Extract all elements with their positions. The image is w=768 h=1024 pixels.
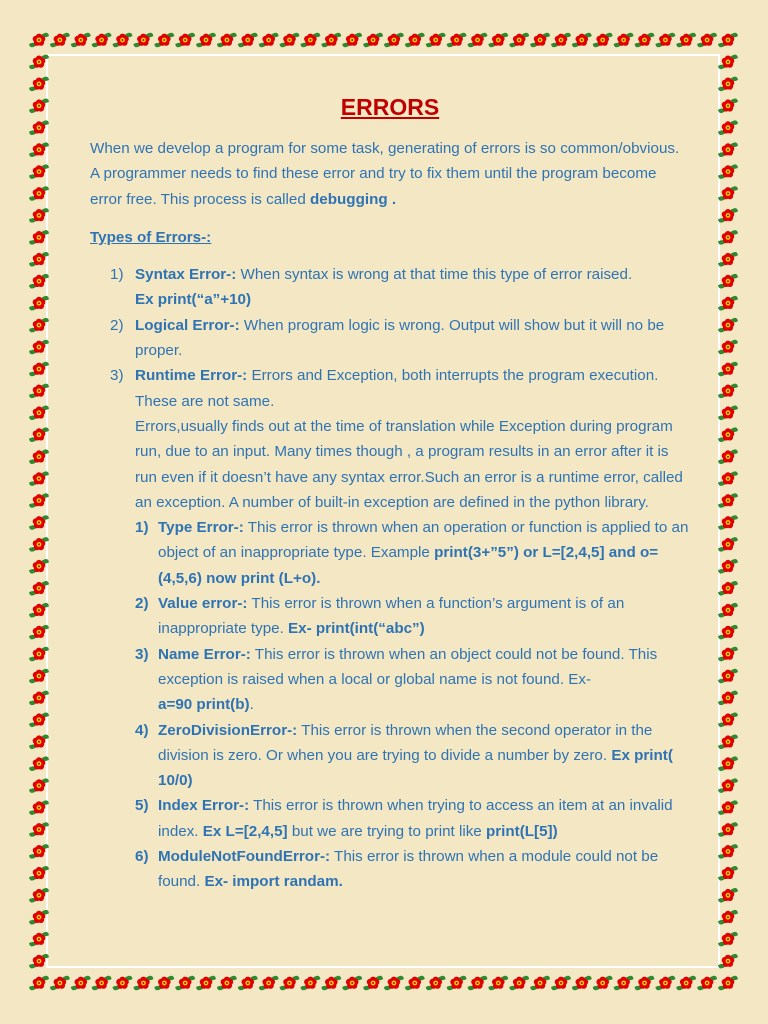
red-flower-icon	[71, 33, 91, 48]
red-flower-icon	[718, 318, 738, 333]
item-text: When syntax is wrong at that time this type of error raised.	[236, 266, 633, 284]
red-flower-icon	[196, 976, 216, 991]
item-example: Ex- print(int(“abc”)	[288, 620, 425, 638]
item-example: Ex print(“a”+10)	[135, 291, 252, 309]
red-flower-icon	[217, 33, 237, 48]
red-flower-icon	[718, 120, 738, 135]
red-flower-icon	[363, 976, 383, 991]
red-flower-icon	[718, 493, 738, 508]
red-flower-icon	[718, 164, 738, 179]
red-flower-icon	[697, 33, 717, 48]
red-flower-icon	[614, 976, 634, 991]
red-flower-icon	[488, 976, 508, 991]
item-text: This error is thrown when trying to access an item at an invalid index.	[158, 797, 673, 840]
item-number: 3)	[110, 367, 124, 385]
red-flower-icon	[718, 844, 738, 859]
red-flower-icon	[718, 691, 738, 706]
item-label: Type Error-:	[158, 519, 244, 537]
item-number: 3)	[135, 645, 149, 663]
item-label: Runtime Error-:	[135, 367, 248, 385]
item-example: Ex print( 10/0)	[158, 746, 673, 790]
red-flower-icon	[342, 976, 362, 991]
red-flower-icon	[468, 33, 488, 48]
red-flower-icon	[718, 230, 738, 245]
red-flower-icon	[718, 932, 738, 947]
red-flower-icon	[718, 406, 738, 421]
list-item-index-error	[135, 793, 690, 844]
item-label: Value error-:	[158, 595, 248, 613]
list-item-type-error	[135, 515, 690, 591]
red-flower-icon	[718, 55, 738, 70]
red-flower-icon	[154, 33, 174, 48]
red-flower-icon	[196, 33, 216, 48]
red-flower-icon	[29, 33, 49, 48]
red-flower-icon	[718, 384, 738, 399]
red-flower-icon	[363, 33, 383, 48]
red-flower-icon	[718, 756, 738, 771]
intro-text: When we develop a program for some task, generating of errors is so common/obvious. A programmer needs to find these error and try to fix them until the program become error free. This process is called	[90, 140, 680, 208]
red-flower-icon	[718, 910, 738, 925]
item-text: Errors and Exception, both interrupts the program execution. These are not same.	[135, 367, 659, 410]
red-flower-icon	[572, 33, 592, 48]
red-flower-icon	[718, 976, 738, 991]
list-item-logical-error	[90, 313, 690, 364]
red-flower-icon	[718, 77, 738, 92]
item-example: a=90 print(b)	[158, 696, 250, 714]
red-flower-icon	[280, 976, 300, 991]
red-flower-icon	[718, 186, 738, 201]
intro-paragraph	[90, 136, 690, 212]
red-flower-icon	[238, 976, 258, 991]
red-flower-icon	[718, 537, 738, 552]
red-flower-icon	[447, 33, 467, 48]
red-flower-icon	[718, 274, 738, 289]
red-flower-icon	[635, 33, 655, 48]
item-text: This error is thrown when an operation or function is applied to an object of an inappropriate type. Example	[158, 519, 689, 562]
red-flower-icon	[405, 976, 425, 991]
red-flower-icon	[530, 976, 550, 991]
red-flower-icon	[321, 33, 341, 48]
red-flower-icon	[133, 33, 153, 48]
item-example: print(L[5])	[485, 822, 558, 840]
red-flower-icon	[697, 976, 717, 991]
red-flower-icon	[300, 976, 320, 991]
red-flower-icon	[29, 976, 49, 991]
red-flower-icon	[718, 800, 738, 815]
red-flower-icon	[259, 976, 279, 991]
red-flower-icon	[447, 976, 467, 991]
item-label: ZeroDivisionError-:	[158, 721, 298, 739]
red-flower-icon	[718, 208, 738, 223]
red-flower-icon	[259, 33, 279, 48]
red-flower-icon	[718, 252, 738, 267]
red-flower-icon	[635, 976, 655, 991]
red-flower-icon	[718, 954, 738, 969]
item-label: Syntax Error-:	[135, 266, 237, 284]
red-flower-icon	[614, 33, 634, 48]
red-flower-icon	[572, 976, 592, 991]
red-flower-icon	[718, 866, 738, 881]
red-flower-icon	[321, 976, 341, 991]
list-item-runtime-error	[90, 363, 690, 894]
red-flower-icon	[718, 362, 738, 377]
red-flower-icon	[718, 647, 738, 662]
red-flower-icon	[718, 888, 738, 903]
red-flower-icon	[92, 976, 112, 991]
red-flower-icon	[718, 822, 738, 837]
page-title: ERRORS	[340, 94, 440, 120]
red-flower-icon	[530, 33, 550, 48]
red-flower-icon	[509, 976, 529, 991]
list-item-module-not-found-error	[135, 844, 690, 895]
red-flower-icon	[718, 669, 738, 684]
red-flower-icon	[718, 427, 738, 442]
red-flower-icon	[718, 340, 738, 355]
item-example: Ex- import randam.	[204, 873, 343, 891]
red-flower-icon	[384, 976, 404, 991]
item-example: Ex L=[2,4,5]	[202, 822, 288, 840]
runtime-explanation: Errors,usually finds out at the time of translation while Exception during program run, due to an input. Many times though , a program results in an error after it is run even if it doesn’t have any syntax error.Such an error is a runtime error, called an exception. A number of built-in exception are defined in the python library.	[135, 417, 683, 511]
types-heading: Types of Errors-:	[90, 228, 212, 246]
item-number: 1)	[135, 519, 149, 537]
red-flower-icon	[718, 515, 738, 530]
red-flower-icon	[175, 33, 195, 48]
list-item-zero-division-error	[135, 718, 690, 794]
red-flower-icon	[718, 99, 738, 114]
red-flower-icon	[676, 33, 696, 48]
item-label: ModuleNotFoundError-:	[158, 848, 331, 866]
red-flower-icon	[92, 33, 112, 48]
red-flower-icon	[718, 581, 738, 596]
item-number: 5)	[135, 797, 149, 815]
red-flower-icon	[342, 33, 362, 48]
red-flower-icon	[718, 33, 738, 48]
item-number: 4)	[135, 721, 149, 739]
red-flower-icon	[718, 735, 738, 750]
item-text: This error is thrown when a function’s argument is of an inappropriate type.	[158, 595, 625, 638]
red-flower-icon	[468, 976, 488, 991]
item-label: Logical Error-:	[135, 316, 240, 334]
red-flower-icon	[655, 33, 675, 48]
red-flower-icon	[509, 33, 529, 48]
document-page	[90, 92, 690, 895]
exception-list	[135, 515, 690, 894]
red-flower-icon	[488, 33, 508, 48]
list-item-syntax-error	[90, 262, 690, 313]
red-flower-icon	[426, 976, 446, 991]
red-flower-icon	[113, 33, 133, 48]
red-flower-icon	[50, 33, 70, 48]
list-item-name-error	[135, 642, 690, 718]
red-flower-icon	[154, 976, 174, 991]
red-flower-icon	[718, 625, 738, 640]
red-flower-icon	[718, 559, 738, 574]
item-text: When program logic is wrong. Output will show but it will no be proper.	[135, 316, 665, 360]
red-flower-icon	[718, 603, 738, 618]
red-flower-icon	[676, 976, 696, 991]
red-flower-icon	[718, 471, 738, 486]
red-flower-icon	[50, 976, 70, 991]
red-flower-icon	[71, 976, 91, 991]
red-flower-icon	[718, 778, 738, 793]
red-flower-icon	[718, 713, 738, 728]
intro-keyword: debugging .	[310, 190, 397, 208]
red-flower-icon	[280, 33, 300, 48]
error-types-list	[90, 262, 690, 894]
red-flower-icon	[593, 33, 613, 48]
item-tail: .	[249, 696, 254, 714]
red-flower-icon	[217, 976, 237, 991]
item-label: Index Error-:	[158, 797, 250, 815]
red-flower-icon	[384, 33, 404, 48]
item-label: Name Error-:	[158, 645, 251, 663]
red-flower-icon	[551, 33, 571, 48]
red-flower-icon	[718, 296, 738, 311]
red-flower-icon	[551, 976, 571, 991]
item-number: 6)	[135, 848, 149, 866]
red-flower-icon	[718, 449, 738, 464]
item-text: This error is thrown when an object could not be found. This exception is raised when a local or global name is not found. Ex-	[158, 645, 658, 688]
item-number: 2)	[110, 316, 124, 334]
red-flower-icon	[300, 33, 320, 48]
item-text: This error is thrown when the second operator in the division is zero. Or when you are trying to divide a number by zero.	[158, 721, 653, 764]
red-flower-icon	[113, 976, 133, 991]
red-flower-icon	[133, 976, 153, 991]
item-text: This error is thrown when a module could not be found.	[158, 848, 659, 891]
red-flower-icon	[718, 142, 738, 157]
red-flower-icon	[405, 33, 425, 48]
red-flower-icon	[426, 33, 446, 48]
item-number: 2)	[135, 595, 149, 613]
item-text: but we are trying to print like	[287, 822, 486, 840]
item-number: 1)	[110, 266, 124, 284]
red-flower-icon	[655, 976, 675, 991]
red-flower-icon	[593, 976, 613, 991]
item-example: print(3+”5”) or L=[2,4,5] and o=(4,5,6) now print (L+o).	[158, 544, 659, 587]
red-flower-icon	[175, 976, 195, 991]
red-flower-icon	[238, 33, 258, 48]
list-item-value-error	[135, 591, 690, 642]
